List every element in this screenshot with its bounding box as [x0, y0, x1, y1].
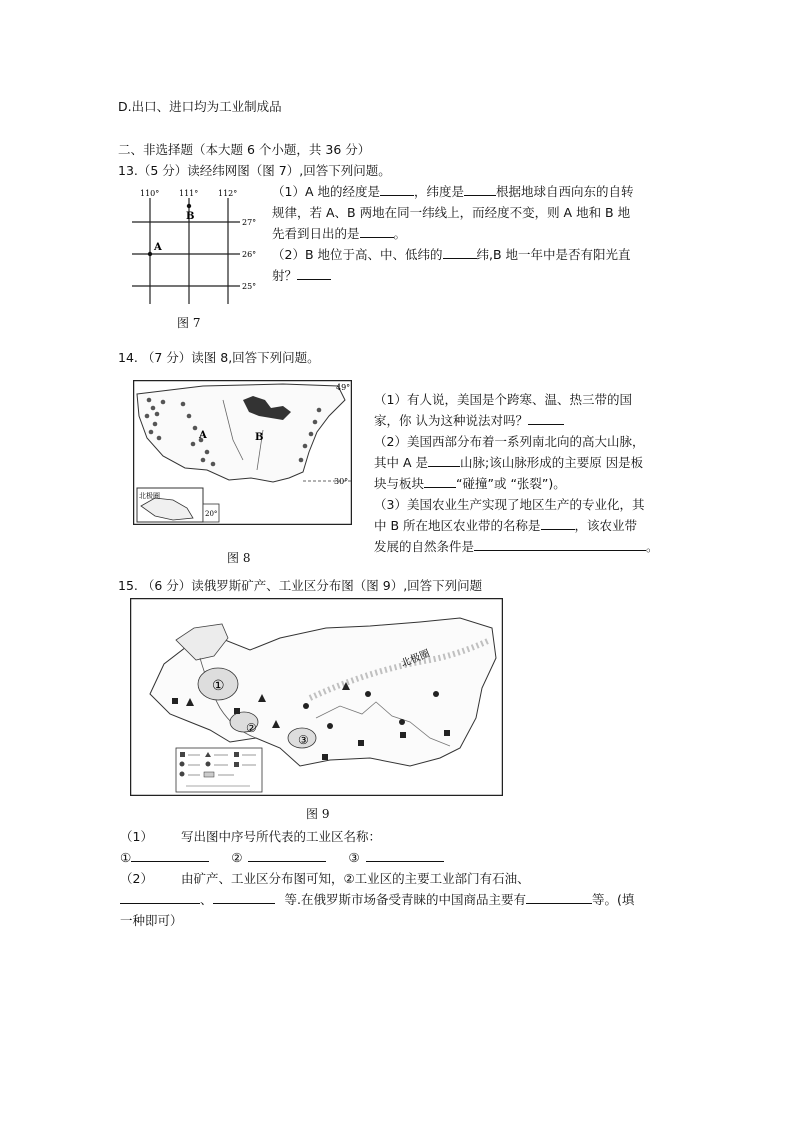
- blank-industrial-area-2[interactable]: [248, 849, 326, 862]
- blank-three-zones[interactable]: [528, 412, 564, 425]
- blank-plate-motion[interactable]: [424, 475, 456, 488]
- fig9-caption: 图 9: [306, 807, 330, 821]
- q13-part1-line1: （1）A 地的经度是 ，纬度是 根据地球自西向东的自转: [272, 184, 634, 199]
- point-b-marker: [187, 204, 191, 208]
- q13-stem: 13.（5 分）读经纬网图（图 7）,回答下列问题。: [118, 163, 391, 178]
- blank-a-latitude[interactable]: [464, 183, 496, 196]
- q14-stem: 14. （7 分）读图 8,回答下列问题。: [118, 350, 320, 365]
- blank-belt-name[interactable]: [541, 517, 575, 530]
- q13-part1-line2: 规律，若 A、B 两地在同一纬线上，而经度不变，则 A 地和 B 地: [272, 205, 631, 220]
- blank-chinese-goods[interactable]: [526, 891, 592, 904]
- fig8-caption: 图 8: [227, 551, 251, 565]
- blank-latitude-zone[interactable]: [443, 246, 477, 259]
- blank-sunrise-first[interactable]: [360, 225, 394, 238]
- q14-part2-line3: 块与板块 “碰撞”或 “张裂”)。: [374, 476, 566, 491]
- lon-label-112: 112°: [218, 189, 238, 198]
- blank-mountain-a[interactable]: [428, 454, 460, 467]
- russia-area-1: ①: [212, 678, 225, 694]
- q15-russia-map: [130, 598, 503, 796]
- russia-area-2: ②: [246, 721, 257, 735]
- usa-label-b: B: [255, 432, 264, 443]
- q14-part3-line3: 发展的自然条件是 。: [374, 539, 659, 554]
- russia-legend: [176, 748, 262, 792]
- blank-natural-conditions[interactable]: [474, 538, 646, 551]
- lat-label-26: 26°: [242, 250, 257, 259]
- lon-label-110: 110°: [140, 189, 160, 198]
- q15-part2-line1: （2） 由矿产、工业区分布图可知，②工业区的主要工业部门有石油、: [120, 871, 530, 886]
- option-d: D.出口、进口均为工业制成品: [118, 99, 282, 114]
- blank-a-longitude[interactable]: [380, 183, 414, 196]
- point-a-marker: [148, 252, 152, 256]
- q14-part1-line1: （1）有人说，美国是个跨寒、温、热三带的国: [374, 392, 632, 407]
- russia-arctic-label: 北极圈: [399, 648, 432, 670]
- q13-grid-figure: [118, 186, 278, 310]
- point-a-label: A: [154, 242, 162, 253]
- q15-part1-blanks: ① ② ③: [120, 847, 444, 868]
- q13-part1-line3: 先看到日出的是 。: [272, 226, 407, 241]
- q14-part1-line2: 家，你 认为这种说法对吗？: [374, 410, 564, 431]
- russia-area-3: ③: [298, 733, 309, 747]
- q14-part2-line2: 其中 A 是 山脉;该山脉形成的主要原 因是板: [374, 455, 644, 470]
- q15-part2-line2: 、 等.在俄罗斯市场备受青睐的中国商品主要有 等。(填: [120, 889, 634, 910]
- q15-part1: （1） 写出图中序号所代表的工业区名称：: [120, 829, 381, 844]
- q14-part2-line1: （2）美国西部分布着一系列南北向的高大山脉，: [374, 434, 645, 449]
- blank-direct-sunlight[interactable]: [297, 267, 331, 280]
- lon-label-111: 111°: [179, 189, 199, 198]
- blank-industrial-area-1[interactable]: [131, 849, 209, 862]
- blank-industry-sector-1[interactable]: [120, 891, 200, 904]
- usa-lat-49: 49°: [336, 383, 351, 392]
- q13-part2-line2: 射？: [272, 265, 331, 286]
- q13-part2-line1: （2）B 地位于高、中、低纬的 纬,B 地一年中是否有阳光直: [272, 247, 631, 262]
- q15-part2-line3: 一种即可）: [120, 913, 183, 928]
- inset-arctic-label: 北极圈: [139, 492, 160, 500]
- lat-label-27: 27°: [242, 218, 257, 227]
- fig7-caption: 图 7: [177, 316, 201, 330]
- q14-part3-line1: （3）美国农业生产实现了地区生产的专业化，其: [374, 497, 645, 512]
- blank-industry-sector-2[interactable]: [213, 891, 275, 904]
- q14-part3-line2: 中 B 所在地区农业带的名称是 ，该农业带: [374, 518, 638, 533]
- lat-label-25: 25°: [242, 282, 257, 291]
- point-b-label: B: [186, 211, 195, 222]
- blank-industrial-area-3[interactable]: [366, 849, 444, 862]
- usa-label-a: A: [199, 430, 207, 441]
- q15-stem: 15. （6 分）读俄罗斯矿产、工业区分布图（图 9）,回答下列问题: [118, 578, 483, 593]
- section-title: 二、非选择题（本大题 6 个小题，共 36 分）: [118, 142, 371, 157]
- q14-usa-map: [133, 380, 352, 525]
- usa-lat-30: 30°: [334, 477, 349, 486]
- inset-lon-label: 20°: [205, 510, 218, 518]
